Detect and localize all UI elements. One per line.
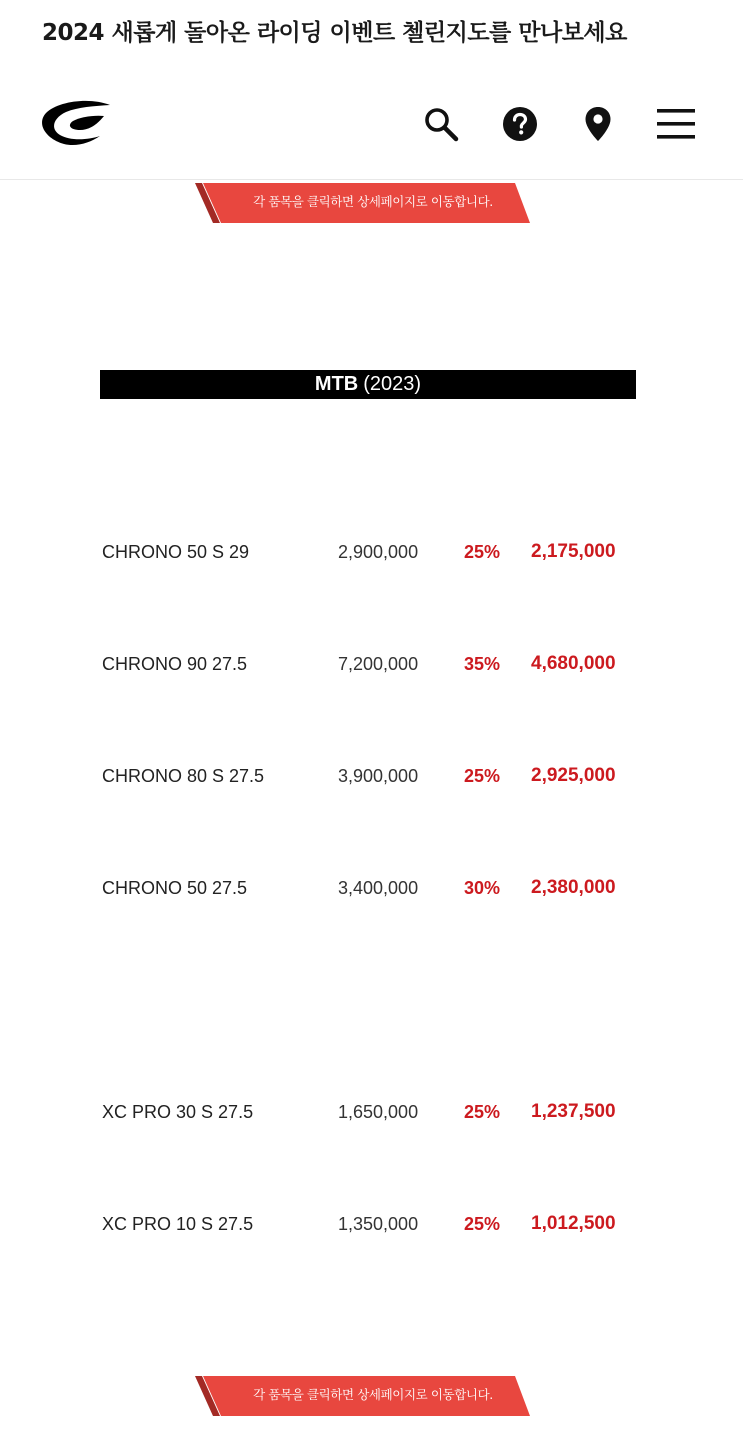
product-name: XC PRO 30 S 27.5 [102,1102,254,1122]
original-price: 3,900,000 [338,766,419,786]
product-name: CHRONO 50 27.5 [102,878,248,898]
sale-price: 1,237,500 [531,1101,616,1122]
sale-price: 2,175,000 [531,541,616,562]
original-price: 2,900,000 [338,542,419,562]
discount-rate: 25% [464,766,501,786]
product-row[interactable] [0,1098,743,1126]
menu-icon[interactable] [656,104,696,144]
brand-logo-icon [40,99,112,149]
sale-price: 4,680,000 [531,653,616,674]
product-name: CHRONO 80 S 27.5 [102,766,265,786]
sale-price: 2,380,000 [531,877,616,898]
notice-text: 각 품목을 클릭하면 상세페이지로 이동합니다. [253,1387,493,1402]
help-icon[interactable] [500,104,540,144]
original-price: 7,200,000 [338,654,419,674]
search-icon[interactable] [421,104,461,144]
sale-price: 1,012,500 [531,1213,616,1234]
product-row[interactable] [0,762,743,790]
sale-price: 2,925,000 [531,765,616,786]
original-price: 1,650,000 [338,1102,419,1122]
product-name: CHRONO 50 S 29 [102,542,250,562]
product-row[interactable] [0,1210,743,1238]
discount-rate: 35% [464,654,501,674]
brand-logo[interactable] [40,99,112,149]
original-price: 1,350,000 [338,1214,419,1234]
discount-rate: 25% [464,1102,501,1122]
product-row[interactable] [0,650,743,678]
click-notice-banner-top[interactable] [195,182,531,224]
notice-text: 각 품목을 클릭하면 상세페이지로 이동합니다. [253,194,493,209]
click-notice-banner-bottom[interactable] [195,1375,531,1417]
product-name: CHRONO 90 27.5 [102,654,248,674]
discount-rate: 25% [464,1214,501,1234]
site-header [0,70,743,180]
banner-title: 2024 새롭게 돌아온 라이딩 이벤트 첼린지도를 만나보세요 [42,20,627,46]
location-pin-icon[interactable] [578,104,618,144]
category-header-mtb [100,370,636,399]
discount-rate: 25% [464,542,501,562]
product-row[interactable] [0,874,743,902]
product-row[interactable] [0,538,743,566]
category-year: (2023) [363,373,422,395]
original-price: 3,400,000 [338,878,419,898]
category-name: MTB [314,373,359,395]
product-name: XC PRO 10 S 27.5 [102,1214,254,1234]
discount-rate: 30% [464,878,501,898]
